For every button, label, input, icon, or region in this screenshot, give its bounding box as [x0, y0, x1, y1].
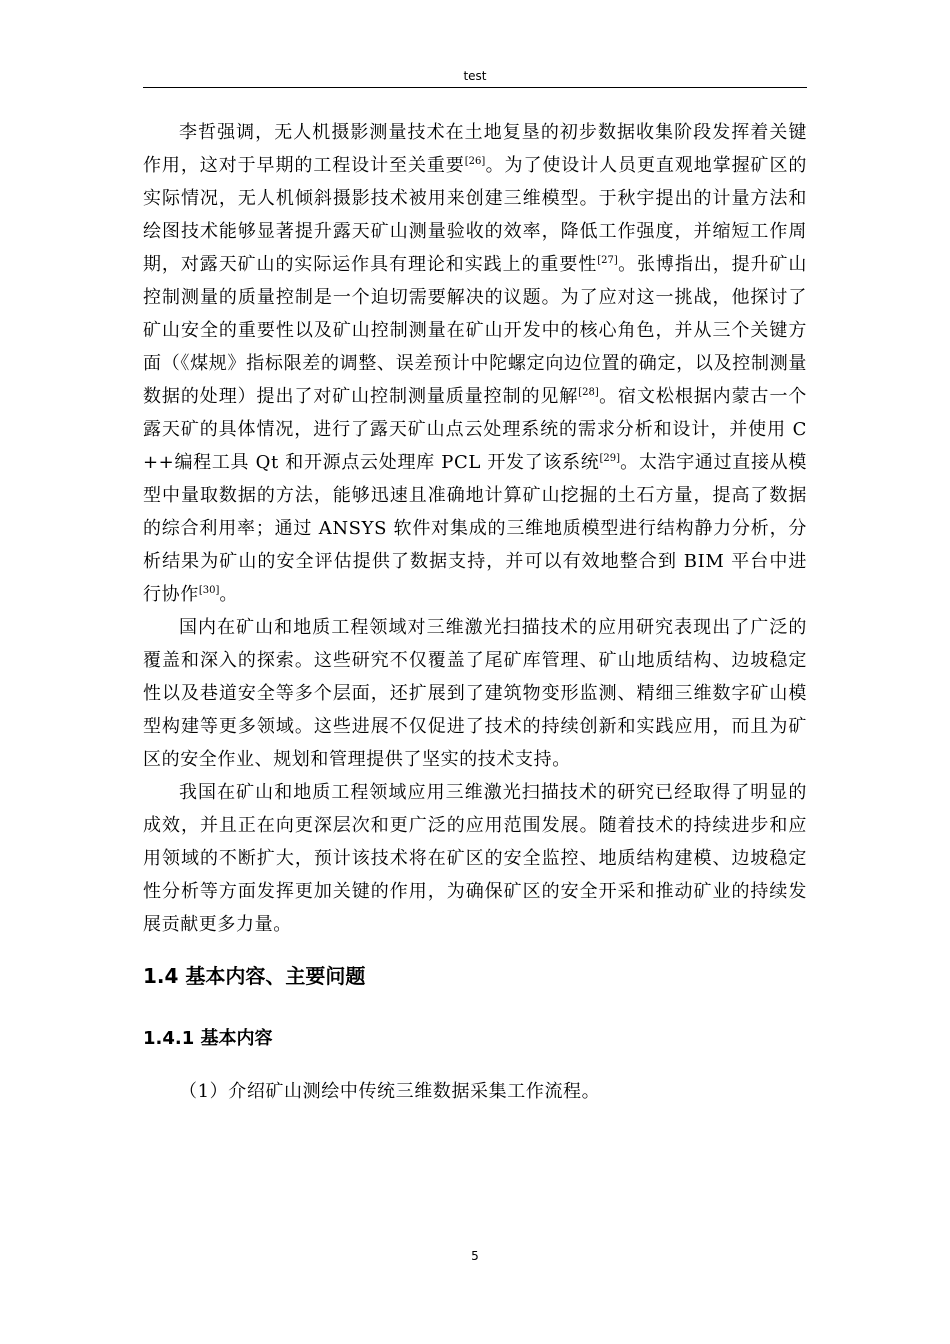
citation-ref: [26] — [464, 156, 486, 167]
paragraph-text: 我国在矿山和地质工程领域应用三维激光扫描技术的研究已经取得了明显的成效，并且正在向更深层次和更广泛的应用范围发展。随着技术的持续进步和应用领域的不断扩大，预计该技术将在矿区的安全监控、地质结构建模、边坡稳定性分析等方面发挥更加关键的作用，为确保矿区的安全开采和推动矿业的持续发展贡献更多力量。 — [143, 782, 807, 935]
page-body — [143, 116, 807, 1107]
page-header: test — [463, 69, 487, 83]
paragraph-1 — [143, 116, 807, 611]
paragraph-text: 。张博指出，提升矿山控制测量的质量控制是一个迫切需要解决的议题。为了应对这一挑战，他探讨了矿山安全的重要性以及矿山控制测量在矿山开发中的核心角色，并从三个关键方面（《煤规》指标限差的调整、误差预计中陀螺定向边位置的确定，以及控制测量数据的处理）提出了对矿山控制测量质量控制的见解 — [143, 254, 808, 407]
paragraph-2 — [143, 611, 807, 776]
citation-ref: [27] — [597, 255, 618, 266]
paragraph-text: 李哲强调，无人机摄影测量技术在土地复垦的初步数据收集阶段发挥着关键作用，这对于早期的工程设计至关重要 — [143, 122, 807, 176]
citation-ref: [30] — [198, 585, 220, 596]
header-divider — [143, 87, 807, 88]
list-item-1: （1）介绍矿山测绘中传统三维数据采集工作流程。 — [179, 1081, 601, 1102]
citation-ref: [29] — [599, 453, 621, 464]
citation-ref: [28] — [578, 387, 599, 398]
section-heading: 1.4 基本内容、主要问题 — [143, 964, 366, 988]
paragraph-text: 。为了使设计人员更直观地掌握矿区的实际情况，无人机倾斜摄影技术被用来创建三维模型。于秋宇提出的计量方法和绘图技术能够显著提升露天矿山测量验收的效率，降低工作强度，并缩短工作周期，对露天矿山的实际运作具有理论和实践上的重要性 — [143, 155, 807, 275]
paragraph-3 — [143, 776, 807, 941]
subsection-heading: 1.4.1 基本内容 — [143, 1028, 273, 1049]
paragraph-text: 。宿文松根据内蒙古一个露天矿的具体情况，进行了露天矿山点云处理系统的需求分析和设计，并使用 C++编程工具 Qt 和开源点云处理库 PCL 开发了该系统 — [143, 386, 807, 473]
paragraph-text: 。 — [219, 584, 238, 605]
paragraph-text: 国内在矿山和地质工程领域对三维激光扫描技术的应用研究表现出了广泛的覆盖和深入的探索。这些研究不仅覆盖了尾矿库管理、矿山地质结构、边坡稳定性以及巷道安全等多个层面，还扩展到了建筑物变形监测、精细三维数字矿山模型构建等更多领域。这些进展不仅促进了技术的持续创新和实践应用，而且为矿区的安全作业、规划和管理提供了坚实的技术支持。 — [143, 617, 807, 770]
paragraph-text: 。太浩宇通过直接从模型中量取数据的方法，能够迅速且准确地计算矿山挖掘的土石方量，提高了数据的综合利用率；通过 ANSYS 软件对集成的三维地质模型进行结构静力分析，分析结果为矿山的安全评估提供了数据支持，并可以有效地整合到 BIM 平台中进行协作 — [143, 452, 807, 605]
page-number: 5 — [471, 1249, 479, 1263]
